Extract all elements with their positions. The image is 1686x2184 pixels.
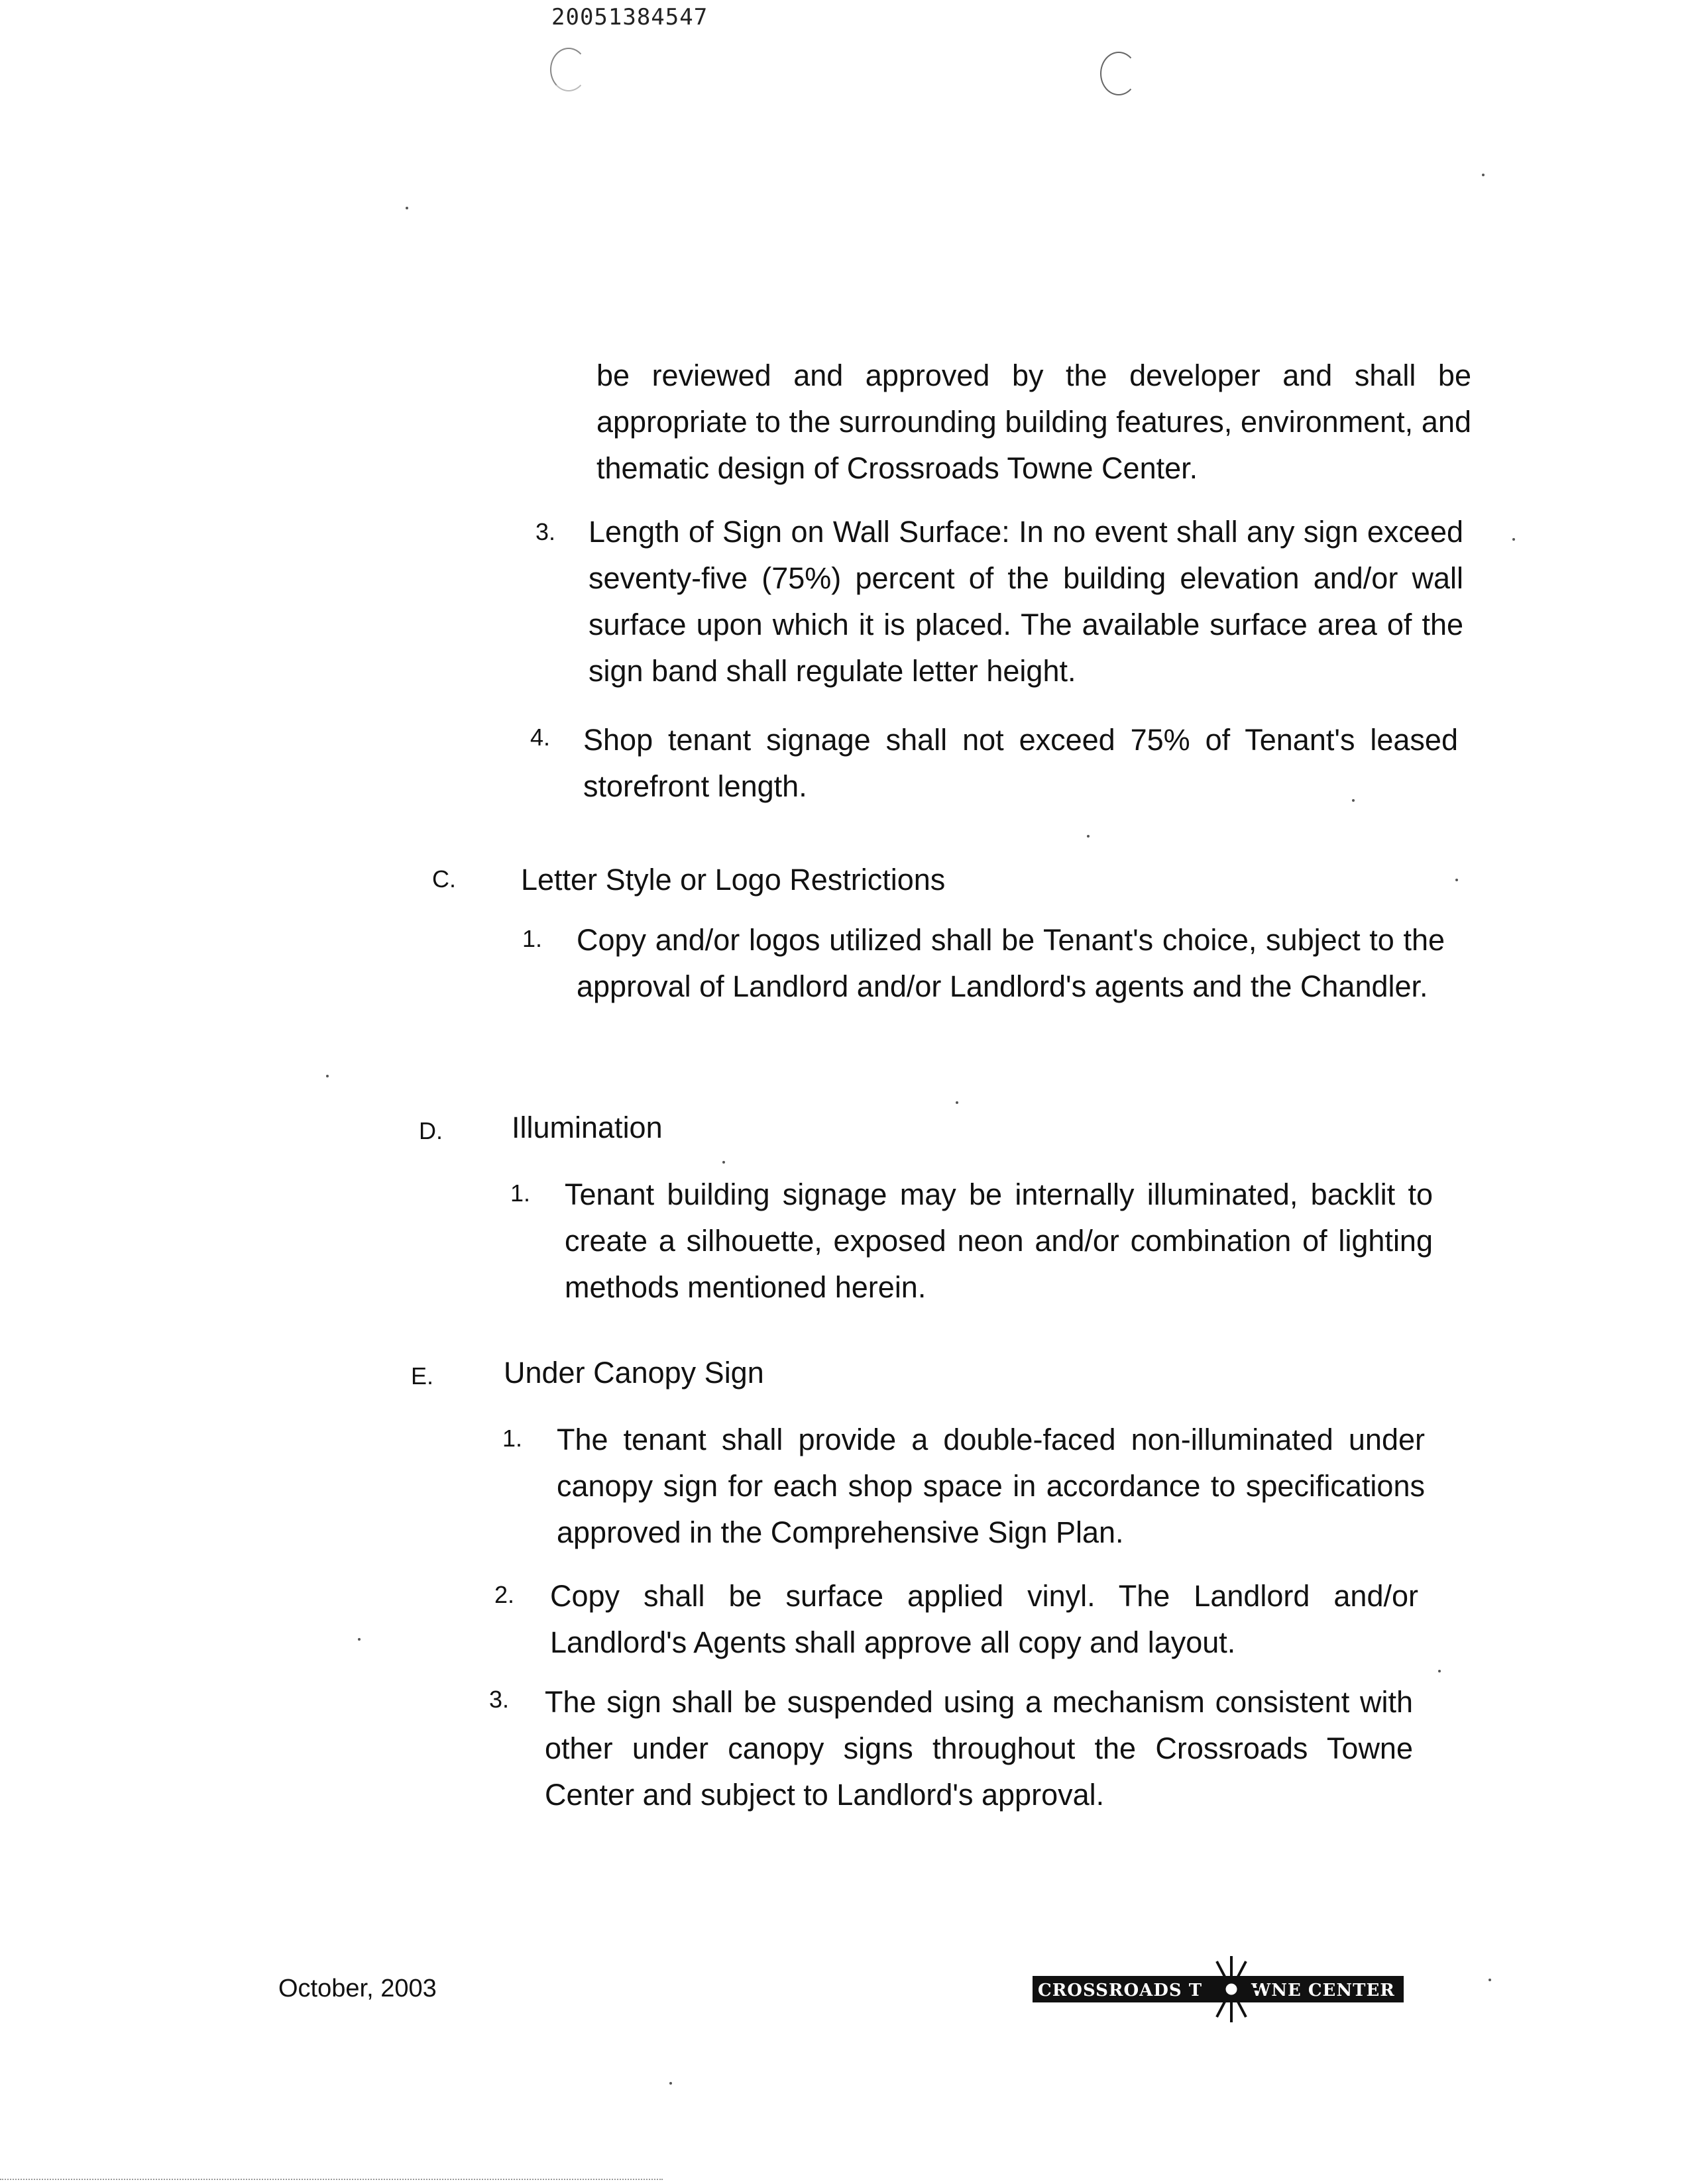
- list-item-text: Copy shall be surface applied vinyl. The Landlord and/or Landlord's Agents shall approve all copy and layout.: [550, 1579, 1418, 1659]
- scan-speck: [1455, 879, 1458, 881]
- punch-hole-mark: [1100, 52, 1137, 95]
- list-number: 4.: [530, 724, 551, 751]
- scan-speck: [406, 207, 408, 209]
- list-number: 1.: [510, 1179, 531, 1207]
- list-item-text: Copy and/or logos utilized shall be Tenant's choice, subject to the approval of Landlord and/or Landlord's agents and the Chandler.: [577, 923, 1445, 1003]
- scan-edge-line: [0, 2179, 663, 2180]
- list-item-text: Length of Sign on Wall Surface: In no event shall any sign exceed seventy-five (75%) percent of the building elevation and/or wall surface upon which it is placed. The available surface area of the sign band shall regulate letter height.: [589, 515, 1463, 688]
- scan-speck: [669, 2082, 672, 2085]
- section-letter: C.: [432, 865, 456, 893]
- logo-text-right: WNE CENTER: [1251, 1981, 1395, 2000]
- scan-speck: [1438, 1670, 1441, 1672]
- scan-speck: [722, 1161, 725, 1164]
- list-item-text: Tenant building signage may be internally illuminated, backlit to create a silhouette, exposed neon and/or combination of lighting methods mentioned herein.: [565, 1177, 1433, 1304]
- list-item-text: The tenant shall provide a double-faced non-illuminated under canopy sign for each shop space in accordance to specifications approved in the Comprehensive Sign Plan.: [557, 1423, 1425, 1549]
- scan-speck: [326, 1075, 329, 1077]
- section-title: Under Canopy Sign: [504, 1356, 764, 1390]
- continuation-paragraph: be reviewed and approved by the developer and shall be appropriate to the surrounding building features, environment, and thematic design of Crossroads Towne Center.: [596, 358, 1471, 485]
- punch-hole-mark: [550, 48, 587, 91]
- document-id: 20051384547: [551, 4, 708, 30]
- section-title: Letter Style or Logo Restrictions: [521, 863, 946, 897]
- scan-speck: [956, 1101, 958, 1104]
- footer-date: October, 2003: [278, 1975, 437, 2002]
- scan-speck: [1352, 799, 1355, 802]
- scan-speck: [358, 1638, 361, 1641]
- logo-text-left: CROSSROADS T: [1038, 1981, 1203, 2000]
- list-number: 1.: [502, 1425, 523, 1452]
- list-item-text: The sign shall be suspended using a mechanism consistent with other under canopy signs throughout the Crossroads Towne Center and subject to Landlord's approval.: [545, 1685, 1413, 1812]
- scan-speck: [1482, 174, 1485, 176]
- scan-speck: [1087, 835, 1090, 838]
- scan-speck: [1512, 538, 1515, 541]
- scan-speck: [1489, 1979, 1491, 1981]
- section-letter: D.: [419, 1117, 443, 1144]
- list-number: 3.: [535, 518, 556, 545]
- list-number: 2.: [494, 1581, 515, 1608]
- crossroads-towne-center-logo: [1033, 1976, 1404, 2002]
- list-number: 1.: [522, 925, 543, 952]
- section-title: Illumination: [512, 1111, 663, 1144]
- section-letter: E.: [411, 1362, 434, 1390]
- list-number: 3.: [489, 1686, 510, 1713]
- list-item-text: Shop tenant signage shall not exceed 75% of Tenant's leased storefront length.: [583, 723, 1458, 803]
